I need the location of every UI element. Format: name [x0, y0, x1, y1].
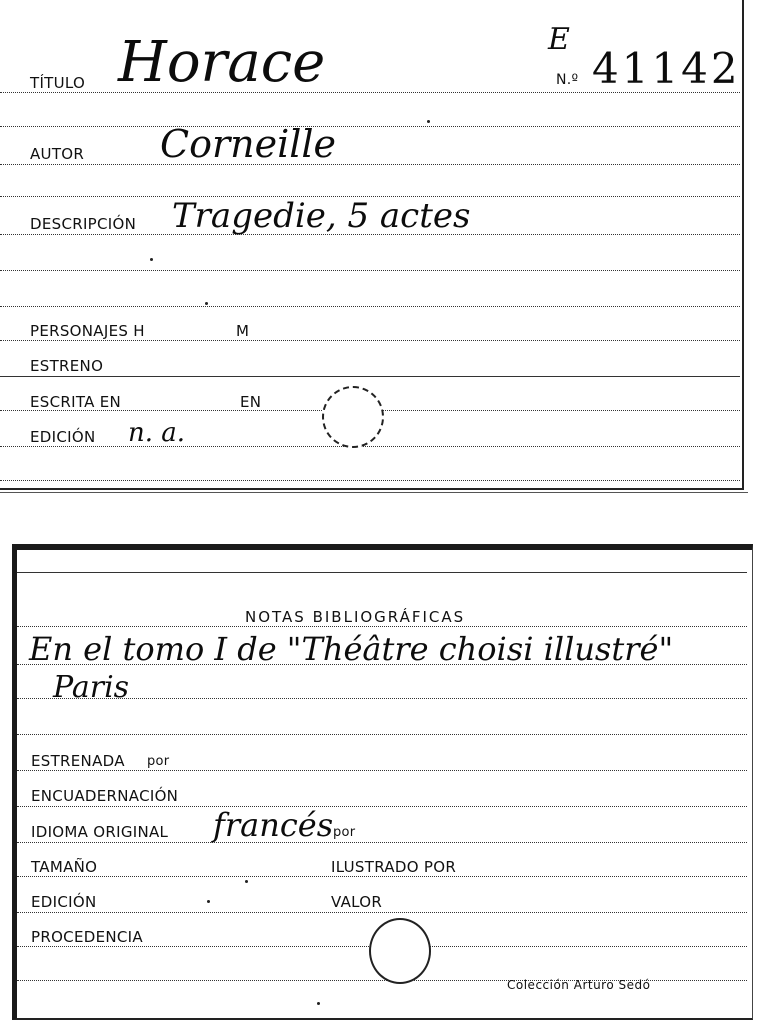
- rule: [0, 376, 740, 377]
- procedencia-label: PROCEDENCIA: [31, 928, 143, 946]
- rule: [17, 842, 747, 843]
- valor-label: VALOR: [331, 893, 383, 911]
- escrita-label: ESCRITA EN: [30, 393, 122, 411]
- rule: [0, 126, 740, 127]
- autor-value: Corneille: [160, 122, 337, 166]
- numero-value: 41142: [592, 44, 741, 93]
- rule: [0, 480, 740, 481]
- notas-line-1: En el tomo I de "Théâtre choisi illustré": [29, 630, 674, 668]
- encuadernacion-label: ENCUADERNACIÓN: [31, 787, 179, 805]
- speck: [207, 900, 210, 903]
- estreno-label: ESTRENO: [30, 357, 104, 375]
- edicion-label: EDICIÓN: [30, 428, 96, 446]
- punch-hole: [369, 918, 431, 984]
- speck: [150, 258, 153, 261]
- estrenada-label: ESTRENADA: [31, 752, 125, 770]
- descripcion-value: Tragedie, 5 actes: [172, 196, 471, 236]
- notas-heading: NOTAS BIBLIOGRÁFICAS: [245, 608, 466, 626]
- titulo-value: Horace: [118, 30, 326, 95]
- idioma-label: IDIOMA ORIGINAL: [31, 823, 169, 841]
- card-divider: [0, 492, 748, 493]
- rule: [17, 572, 747, 573]
- speck: [205, 302, 208, 305]
- personajes-label: PERSONAJES H: [30, 322, 145, 340]
- speck: [427, 120, 430, 123]
- punch-hole: [322, 386, 384, 448]
- rule: [0, 446, 740, 447]
- edicion-value: n. a.: [128, 418, 186, 448]
- numero-label: N.º: [556, 72, 579, 88]
- coleccion-stamp: Colección Arturo Sedó: [507, 978, 651, 992]
- rule: [17, 626, 747, 627]
- rule: [17, 876, 747, 877]
- rule: [0, 164, 740, 165]
- rule: [0, 306, 740, 307]
- escrita-en-label: EN: [240, 393, 262, 411]
- idioma-value: francés: [213, 806, 334, 844]
- descripcion-label: DESCRIPCIÓN: [30, 215, 137, 233]
- notas-line-2: Paris: [53, 670, 130, 705]
- speck: [317, 1002, 320, 1005]
- rule: [17, 770, 747, 771]
- idioma-por-label: por: [333, 825, 356, 840]
- estrenada-por-label: por: [147, 754, 170, 769]
- personajes-m-label: M: [236, 322, 250, 340]
- tamano-label: TAMAÑO: [31, 858, 98, 876]
- numero-prefix: E: [548, 22, 570, 57]
- rule: [17, 734, 747, 735]
- ilustrado-label: ILUSTRADO POR: [331, 858, 457, 876]
- rule: [0, 270, 740, 271]
- rule: [0, 340, 740, 341]
- autor-label: AUTOR: [30, 145, 85, 163]
- catalog-card-front: [0, 0, 744, 490]
- rule: [17, 806, 747, 807]
- edicion-label-back: EDICIÓN: [31, 893, 97, 911]
- catalog-card-back: [12, 544, 753, 1020]
- rule: [17, 912, 747, 913]
- speck: [245, 880, 248, 883]
- titulo-label: TÍTULO: [30, 74, 86, 92]
